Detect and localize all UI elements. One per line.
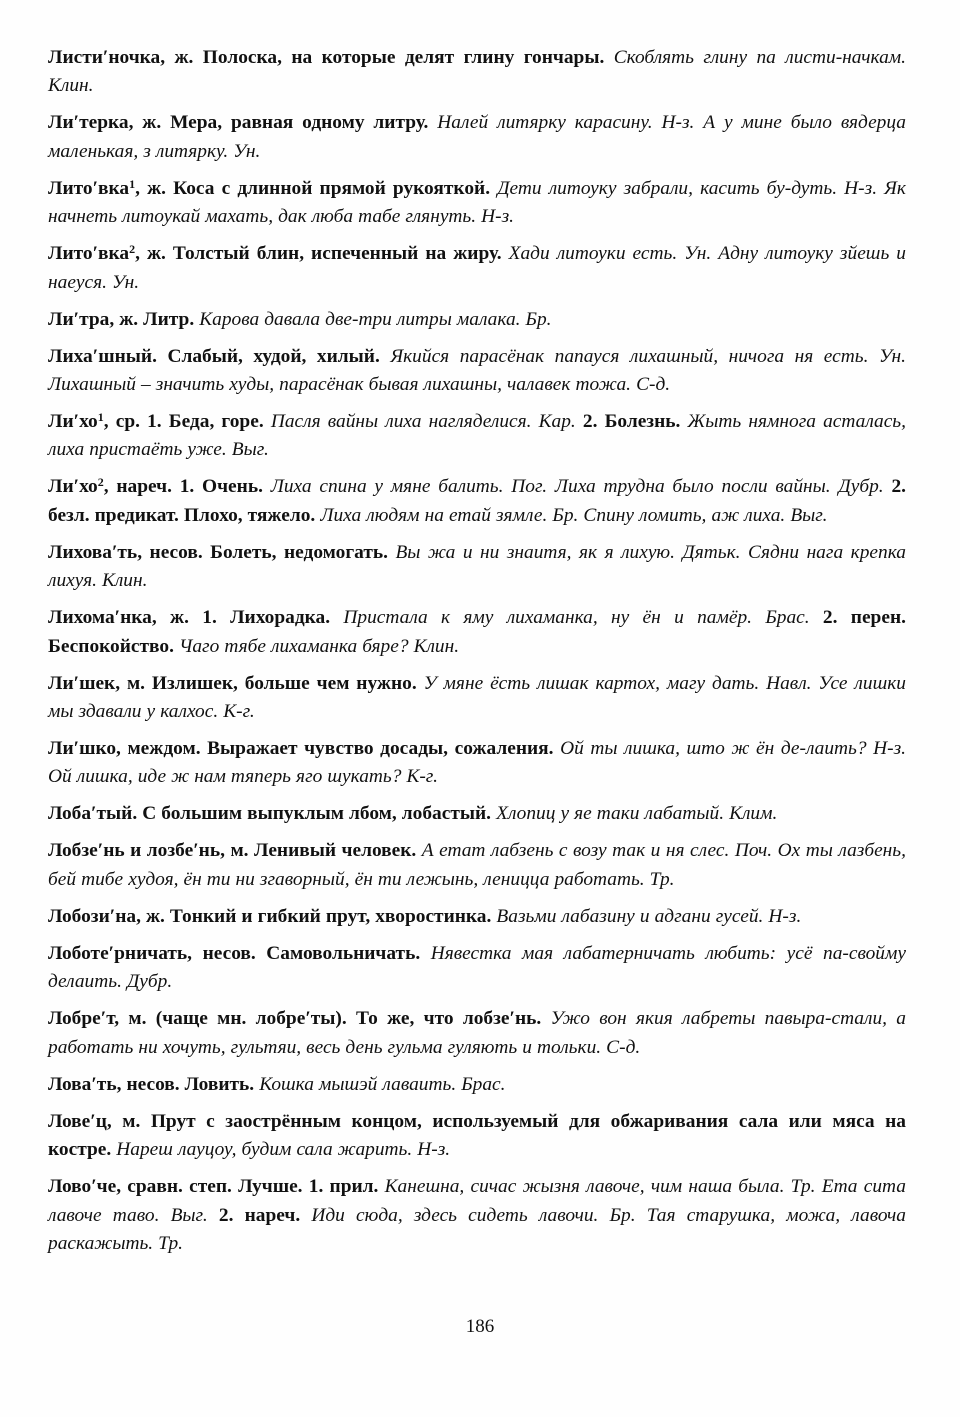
dictionary-entry-litra (48, 306, 906, 334)
entry-headword: Лово′че, сравн. степ. Лучше. 1. прил. (48, 1176, 379, 1198)
dictionary-entry-litovka-2 (48, 240, 906, 297)
entry-headword: Ли′хо (48, 411, 98, 433)
entry-example-sense-1: Лиха спина у мяне балить. Пог. Лиха трудна было посли вайны. Дубр. (270, 476, 884, 498)
entry-sense-2-label: 2. Болезнь. (582, 411, 681, 433)
dictionary-entry-lobret (48, 1005, 906, 1062)
entry-example: А етат лабзень с возу так и ня слес. Поч. Ох ты лазбень, бей тибе худоя, ён ти ни згаворный, ён ти лежынь, леницца работать. Тр. (48, 840, 906, 890)
dictionary-entry-lovoche (48, 1173, 906, 1258)
entry-example-sense-2: Жыть нямнога асталась, лиха пристаёть уже. Выг. (48, 411, 906, 461)
dictionary-entry-literka (48, 109, 906, 166)
entry-homonym-superscript: 1 (129, 176, 136, 191)
entry-example: Ой ты лишка, што ж ён де-лаить? Н-з. Ой лишка, иде ж нам тяперь яго шукать? К-г. (48, 738, 906, 788)
entry-example-sense-1: Пасля вайны лиха нагляделися. Кар. (270, 411, 576, 433)
entry-homonym-superscript: 1 (97, 409, 104, 424)
dictionary-entries-column (48, 44, 906, 1258)
entry-headword: Лоботе′рничать, несов. Самовольничать. (48, 942, 421, 964)
entry-example: У мяне ёсть лишак картох, магу дать. Навл. Усе лишки мы здавали у калхос. К-г. (48, 672, 906, 723)
entry-sense-2-label: 2. нареч. (218, 1204, 301, 1226)
entry-headword: Лиха′шный. Слабый, худой, хилый. (48, 345, 380, 367)
entry-homonym-superscript: 2 (97, 475, 104, 490)
dictionary-entry-lobatyy (48, 800, 906, 828)
entry-headword: Ли′шек, м. Излишек, больше чем нужно. (48, 672, 417, 694)
entry-headword: Ли′шко, междом. Выражает чувство досады, сожаления. (48, 738, 554, 760)
entry-example: Дети литоуку забрали, касить бу-дуть. Н-з. Як начнеть литоукай махать, дак люба табе глянуть. Н-з. (48, 177, 906, 228)
dictionary-entry-listinochka (48, 44, 906, 101)
entry-headword: Лито′вка (48, 243, 130, 265)
entry-headword-rest: , нареч. 1. Очень. (103, 476, 263, 498)
entry-example: Вазьми лабазину и адгани гусей. Н-з. (496, 905, 802, 927)
entry-headword: Лобзе′нь и лозбе′нь, м. Ленивый человек. (48, 840, 417, 862)
entry-headword-rest: , ж. Коса с длинной прямой рукояткой. (135, 177, 491, 199)
entry-example-sense-1: Пристала к яму лихаманка, ну ён и памёр. Брас. (343, 607, 810, 629)
dictionary-entry-lishek (48, 670, 906, 727)
dictionary-entry-liho-1 (48, 408, 906, 465)
entry-example: Якийся парасёнак папауся лихашный, ничога ня есть. Ун. Лихашный – значить худы, парасёнак бывая лихашны, чалавек тожа. С-д. (48, 345, 906, 396)
dictionary-entry-lobzen (48, 837, 906, 894)
dictionary-entry-lishko (48, 735, 906, 792)
entry-headword: Лобози′на, ж. Тонкий и гибкий прут, хворостинка. (48, 905, 492, 927)
entry-headword-rest: , ж. Толстый блин, испеченный на жиру. (135, 243, 502, 265)
entry-sense-2-label: 2. перен. Беспокойство. (48, 607, 906, 657)
dictionary-entry-lihomanka (48, 604, 906, 661)
entry-example-sense-2: Лиха людям на етай зямле. Бр. Спину ломить, аж лиха. Выг. (320, 504, 828, 526)
entry-headword: Лихова′ть, несов. Болеть, недомогать. (48, 541, 388, 563)
dictionary-entry-lihashnyy (48, 343, 906, 400)
entry-example: Налей литярку карасину. Н-з. А у мине было вядерца маленькая, з литярку. Ун. (48, 112, 907, 162)
entry-headword: Лоба′тый. С большим выпуклым лбом, лобастый. (48, 803, 492, 825)
entry-example: Карова давала две-три литры малака. Бр. (199, 308, 552, 330)
page-number: 186 (465, 1316, 495, 1337)
entry-headword: Ли′хо (48, 476, 98, 498)
entry-example: Кошка мышэй лаваить. Брас. (259, 1073, 506, 1095)
entry-headword: Лито′вка (48, 177, 130, 199)
entry-headword: Лове′ц, м. Прут с заострённым концом, используемый для обжаривания сала или мяса на костре. (48, 1110, 906, 1161)
entry-example: Ужо вон якия лабреты павыра-стали, а работать ни хочуть, гультяи, весь день гульма гуляють и тольки. С-д. (48, 1008, 906, 1058)
entry-headword-rest: , ср. 1. Беда, горе. (103, 411, 264, 433)
entry-headword: Лихома′нка, ж. 1. Лихорадка. (48, 607, 331, 629)
entry-example: Хади литоуки есть. Ун. Адну литоуку зйешь и наеуся. Ун. (48, 243, 906, 293)
entry-example-sense-1: Канешна, сичас жызня лавоче, чим наша была. Тр. Ета сита лавоче таво. Выг. (48, 1176, 906, 1226)
entry-example-sense-2: Чаго тябе лихаманка бяре? Клин. (179, 635, 460, 657)
entry-homonym-superscript: 2 (129, 241, 136, 256)
entry-example-sense-2: Иди сюда, здесь сидеть лавочи. Бр. Тая старушка, можа, лавоча раскажыть. Тр. (48, 1204, 906, 1254)
dictionary-entry-litovka-1 (48, 175, 906, 232)
dictionary-entry-lovets (48, 1108, 906, 1165)
entry-example: Вы жа и ни знаитя, як я лихую. Дятьк. Сядни нага крепка лихуя. Клин. (48, 541, 906, 592)
dictionary-entry-lovat (48, 1071, 906, 1099)
entry-headword: Лобре′т, м. (чаще мн. лобре′ты). То же, что лобзе′нь. (48, 1008, 542, 1030)
entry-example: Нареш лауцоу, будим сала жарить. Н-з. (116, 1139, 451, 1161)
entry-headword: Ли′тра, ж. Литр. (48, 308, 195, 330)
entry-sense-2-label: 2. безл. предикат. Плохо, тяжело. (48, 476, 906, 526)
entry-headword: Ли′терка, ж. Мера, равная одному литру. (48, 112, 429, 134)
entry-example: Нявестка мая лабатерничать любить: усё па-свойму делаить. Дубр. (48, 942, 906, 993)
dictionary-entry-loboternichat (48, 940, 906, 997)
dictionary-entry-liho-2 (48, 473, 906, 530)
dictionary-entry-lihovat (48, 539, 906, 596)
entry-headword: Листи′ночка, ж. Полоска, на которые делят глину гончары. (48, 47, 605, 68)
dictionary-entry-lobozina (48, 903, 906, 931)
entry-example: Хлопиц у яе таки лабатый. Клим. (496, 803, 778, 825)
entry-example: Скоблять глину па листи-начкам. Клин. (48, 47, 906, 97)
entry-headword: Лова′ть, несов. Ловить. (48, 1073, 255, 1095)
